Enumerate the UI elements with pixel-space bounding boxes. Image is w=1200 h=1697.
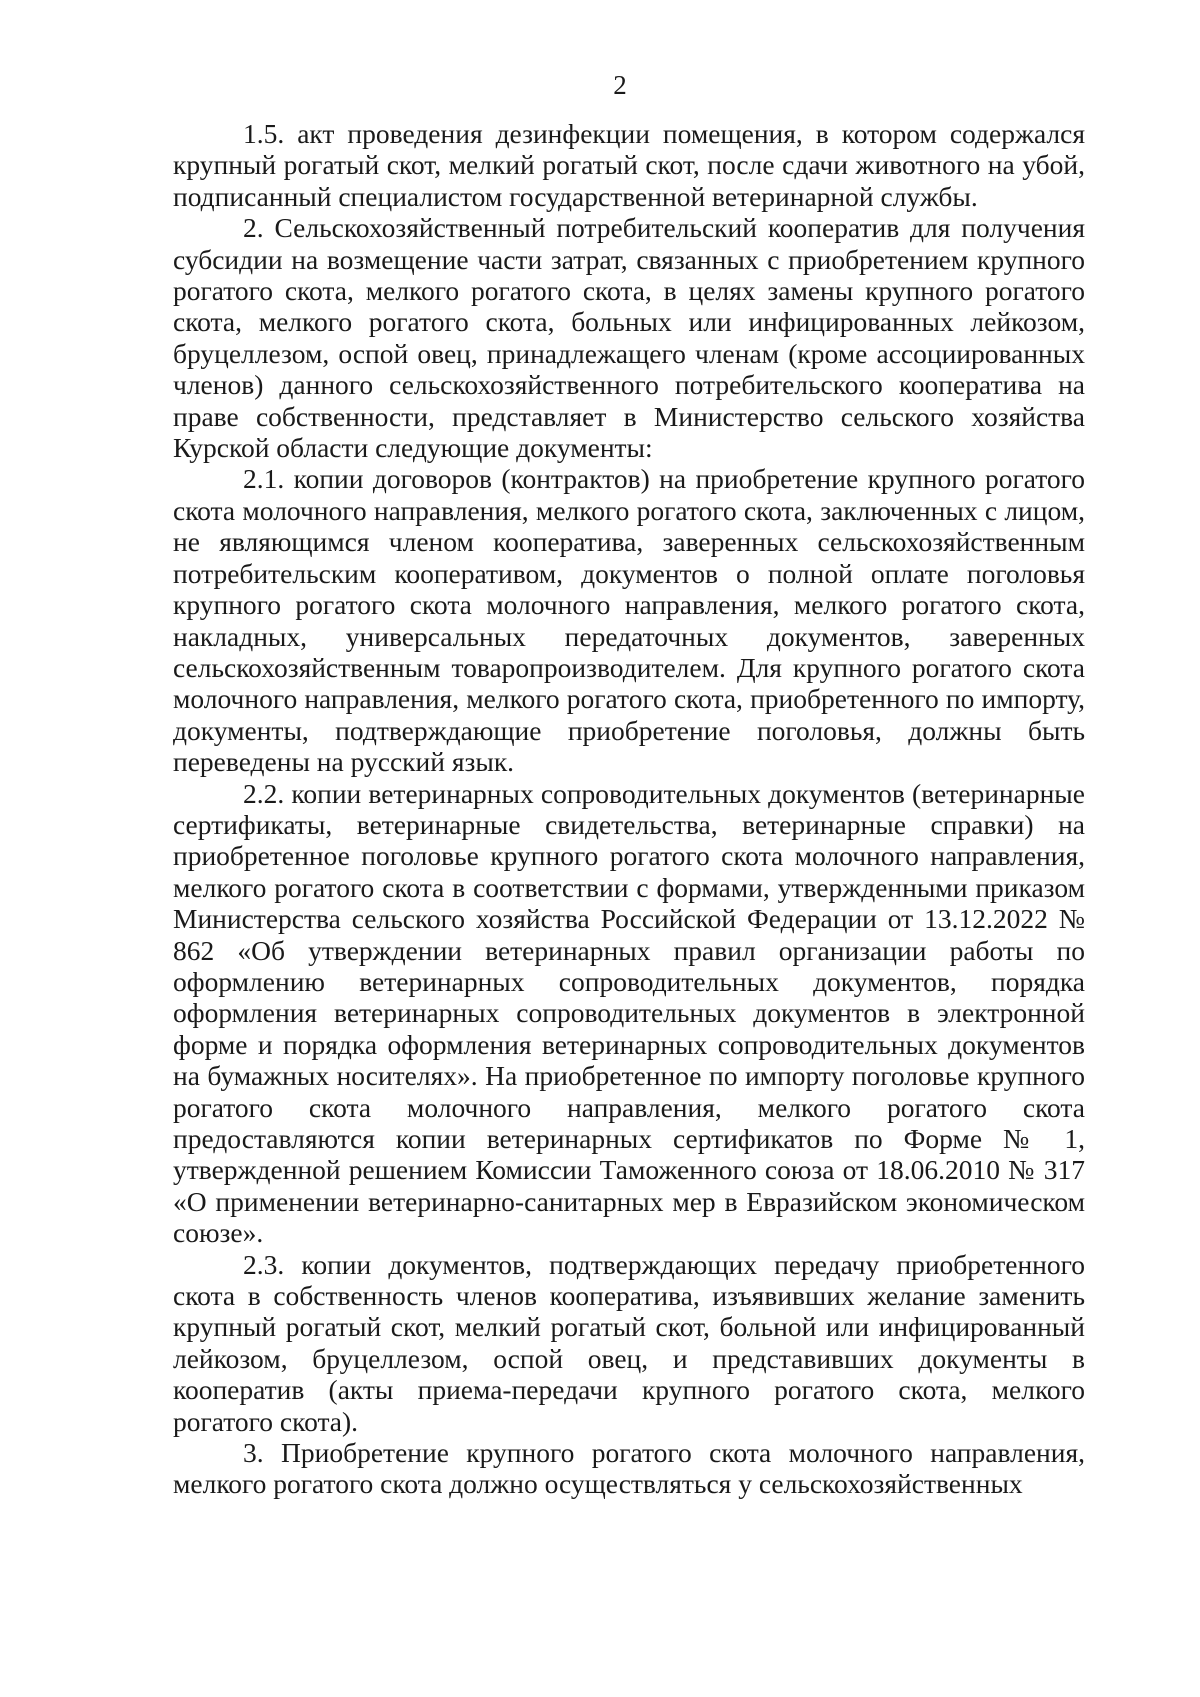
paragraph-2-3: 2.3. копии документов, подтверждающих передачу приобретенного скота в собственность членов кооператива, изъявивших желание заменить крупный рогатый скот, мелкий рогатый скот, больной или инфицированный лейкозом, бруцеллезом, оспой овец, и представивших документы в кооператив (акты приема-передачи крупного рогатого скота, мелкого рогатого скота). xyxy=(173,1248,1085,1437)
paragraph-2-2: 2.2. копии ветеринарных сопроводительных документов (ветеринарные сертификаты, ветеринарные свидетельства, ветеринарные справки) на приобретенное поголовье крупного рогатого скота молочного направления, мелкого рогатого скота в соответствии с формами, утвержденными приказом Министерства сельского хозяйства Российской Федерации от 13.12.2022 № 862 «Об утверждении ветеринарных правил организации работы по оформлению ветеринарных сопроводительных документов, порядка оформления ветеринарных сопроводительных документов в электронной форме и порядка оформления ветеринарных сопроводительных документов на бумажных носителях». На приобретенное по импорту поголовье крупного рогатого скота молочного направления, мелкого рогатого скота предоставляются копии ветеринарных сертификатов по Форме № 1, утвержденной решением Комиссии Таможенного союза от 18.06.2010 № 317 «О применении ветеринарно-санитарных мер в Евразийском экономическом союзе». xyxy=(173,777,1085,1249)
paragraph-2: 2. Сельскохозяйственный потребительский кооператив для получения субсидии на возмещение части затрат, связанных с приобретением крупного рогатого скота, мелкого рогатого скота, в целях замены крупного рогатого скота, мелкого рогатого скота, больных или инфицированных лейкозом, бруцеллезом, оспой овец, принадлежащего членам (кроме ассоциированных членов) данного сельскохозяйственного потребительского кооператива на праве собственности, представляет в Министерство сельского хозяйства Курской области следующие документы: xyxy=(173,212,1085,464)
document-body xyxy=(173,118,1085,1500)
page-number: 2 xyxy=(613,70,627,100)
paragraph-3: 3. Приобретение крупного рогатого скота молочного направления, мелкого рогатого скота должно осуществляться у сельскохозяйственных xyxy=(173,1437,1085,1500)
paragraph-1-5: 1.5. акт проведения дезинфекции помещения, в котором содержался крупный рогатый скот, мелкий рогатый скот, после сдачи животного на убой, подписанный специалистом государственной ветеринарной службы. xyxy=(173,118,1085,212)
paragraph-2-1: 2.1. копии договоров (контрактов) на приобретение крупного рогатого скота молочного направления, мелкого рогатого скота, заключенных с лицом, не являющимся членом кооператива, заверенных сельскохозяйственным потребительским кооперативом, документов о полной оплате поголовья крупного рогатого скота молочного направления, мелкого рогатого скота, накладных, универсальных передаточных документов, заверенных сельскохозяйственным товаропроизводителем. Для крупного рогатого скота молочного направления, мелкого рогатого скота, приобретенного по импорту, документы, подтверждающие приобретение поголовья, должны быть переведены на русский язык. xyxy=(173,463,1085,778)
